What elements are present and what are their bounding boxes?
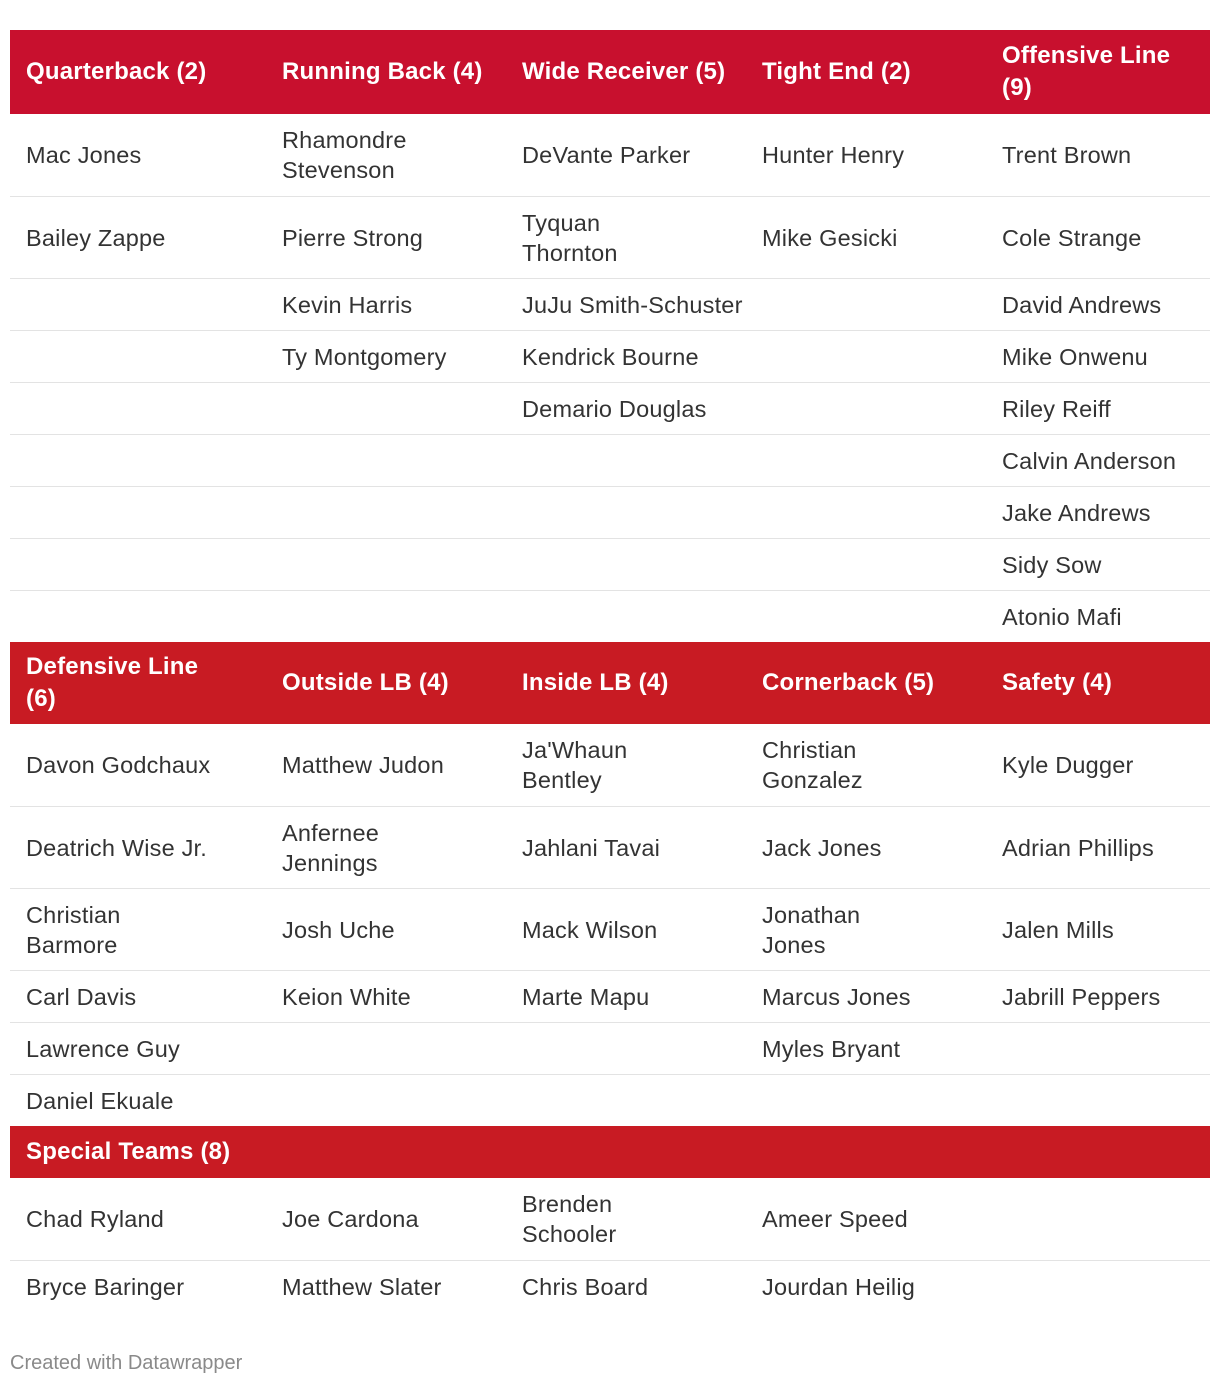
table-cell [746,435,986,486]
header-tight-end: Tight End (2) [762,58,911,85]
table-cell [10,487,266,538]
table-cell: Ameer Speed [762,1206,908,1232]
table-cell [266,1075,506,1126]
table-cell [506,591,746,642]
table-cell [266,591,506,642]
table-cell: Myles Bryant [762,1035,901,1062]
table-cell [266,487,506,538]
table-cell: Davon Godchaux [26,752,211,778]
table-cell: Pierre Strong [282,224,424,251]
table-cell: Adrian Phillips [1002,834,1154,861]
header-cornerback: Cornerback (5) [762,669,935,696]
table-row [10,331,1210,383]
table-cell [266,435,506,486]
table-row [10,724,1210,807]
datawrapper-credit[interactable]: Created with Datawrapper [10,1352,243,1374]
table-cell: Mack Wilson [522,916,658,943]
table-cell: Brenden Schooler [522,1191,617,1247]
table-cell [266,539,506,590]
table-cell [986,1178,1210,1260]
table-cell: Ja'Whaun Bentley [522,737,628,793]
table-cell: Kevin Harris [282,291,413,318]
table-cell: Mike Onwenu [1002,343,1148,370]
table-cell [746,279,986,330]
header-defensive-line: Defensive Line (6) [26,653,199,712]
table-cell: Cole Strange [1002,224,1142,251]
table-cell: Deatrich Wise Jr. [26,834,207,861]
table-cell: Kendrick Bourne [522,343,699,370]
table-row [10,539,1210,591]
table-cell: JuJu Smith-Schuster [522,291,743,318]
table-cell: Ty Montgomery [282,343,447,370]
table-cell: Jonathan Jones [762,901,861,958]
header-inside-lb: Inside LB (4) [522,669,669,696]
table-cell: Chris Board [522,1274,649,1300]
table-row [10,279,1210,331]
depth-chart-table [10,30,1210,1313]
table-cell: Sidy Sow [1002,551,1102,578]
table-cell: Trent Brown [1002,142,1132,168]
table-cell: Rhamondre Stevenson [282,127,407,183]
table-cell [266,383,506,434]
table-cell [746,591,986,642]
table-cell: Matthew Slater [282,1274,442,1300]
table-cell [746,1075,986,1126]
table-row [10,1261,1210,1313]
table-row [10,971,1210,1023]
table-cell [10,591,266,642]
table-cell: Carl Davis [26,983,137,1010]
table-cell: David Andrews [1002,291,1162,318]
special-teams-header-row [10,1126,1210,1178]
table-row [10,1178,1210,1261]
header-special-teams: Special Teams (8) [26,1138,231,1165]
table-cell [506,487,746,538]
table-cell: Marcus Jones [762,983,911,1010]
table-cell: Anfernee Jennings [282,819,379,876]
table-cell [10,383,266,434]
table-row [10,1075,1210,1126]
table-cell: Joe Cardona [282,1206,419,1232]
header-quarterback: Quarterback (2) [26,58,207,85]
header-offensive-line: Offensive Line (9) [1002,42,1171,101]
table-cell: Mike Gesicki [762,224,898,251]
table-cell [746,331,986,382]
table-cell [10,279,266,330]
table-row [10,383,1210,435]
table-cell: Chad Ryland [26,1206,165,1232]
table-row [10,114,1210,197]
table-cell: Lawrence Guy [26,1035,180,1062]
header-running-back: Running Back (4) [282,58,483,85]
table-cell [10,435,266,486]
table-cell [506,1023,746,1074]
table-cell [986,1075,1210,1126]
table-row [10,487,1210,539]
header-safety: Safety (4) [1002,669,1113,696]
table-row [10,807,1210,889]
table-cell [266,1023,506,1074]
table-cell: Bailey Zappe [26,224,166,251]
table-cell: Hunter Henry [762,142,905,168]
table-cell: Jake Andrews [1002,499,1151,526]
table-cell: Matthew Judon [282,752,444,778]
header-wide-receiver: Wide Receiver (5) [522,58,726,85]
defense-header-row [10,642,1210,724]
table-cell [746,487,986,538]
table-cell: Jalen Mills [1002,916,1114,943]
table-cell: Josh Uche [282,916,395,943]
table-cell [986,1261,1210,1313]
table-row [10,435,1210,487]
table-cell [506,435,746,486]
table-cell [746,383,986,434]
table-cell: Jourdan Heilig [762,1274,916,1300]
table-cell: Marte Mapu [522,983,650,1010]
table-cell: Christian Gonzalez [762,737,863,793]
table-cell [506,539,746,590]
table-cell: DeVante Parker [522,142,691,168]
table-row [10,889,1210,971]
table-cell: Christian Barmore [26,901,121,958]
table-cell: Keion White [282,983,411,1010]
table-cell [506,1075,746,1126]
table-cell [10,539,266,590]
table-cell: Bryce Baringer [26,1274,185,1300]
table-row [10,591,1210,642]
table-cell: Jahlani Tavai [522,834,661,861]
table-row [10,1023,1210,1075]
table-cell: Mac Jones [26,142,142,168]
table-cell [746,539,986,590]
table-cell: Demario Douglas [522,395,707,422]
table-cell [986,1023,1210,1074]
table-cell: Atonio Mafi [1002,603,1122,630]
table-cell: Calvin Anderson [1002,447,1177,474]
table-cell: Kyle Dugger [1002,752,1134,778]
table-cell: Jabrill Peppers [1002,983,1161,1010]
table-cell: Daniel Ekuale [26,1087,174,1114]
table-cell: Jack Jones [762,834,882,861]
header-outside-lb: Outside LB (4) [282,669,449,696]
table-cell: Riley Reiff [1002,395,1111,422]
table-cell: Tyquan Thornton [522,209,618,266]
offense-header-row [10,30,1210,114]
table-cell [10,331,266,382]
table-row [10,197,1210,279]
